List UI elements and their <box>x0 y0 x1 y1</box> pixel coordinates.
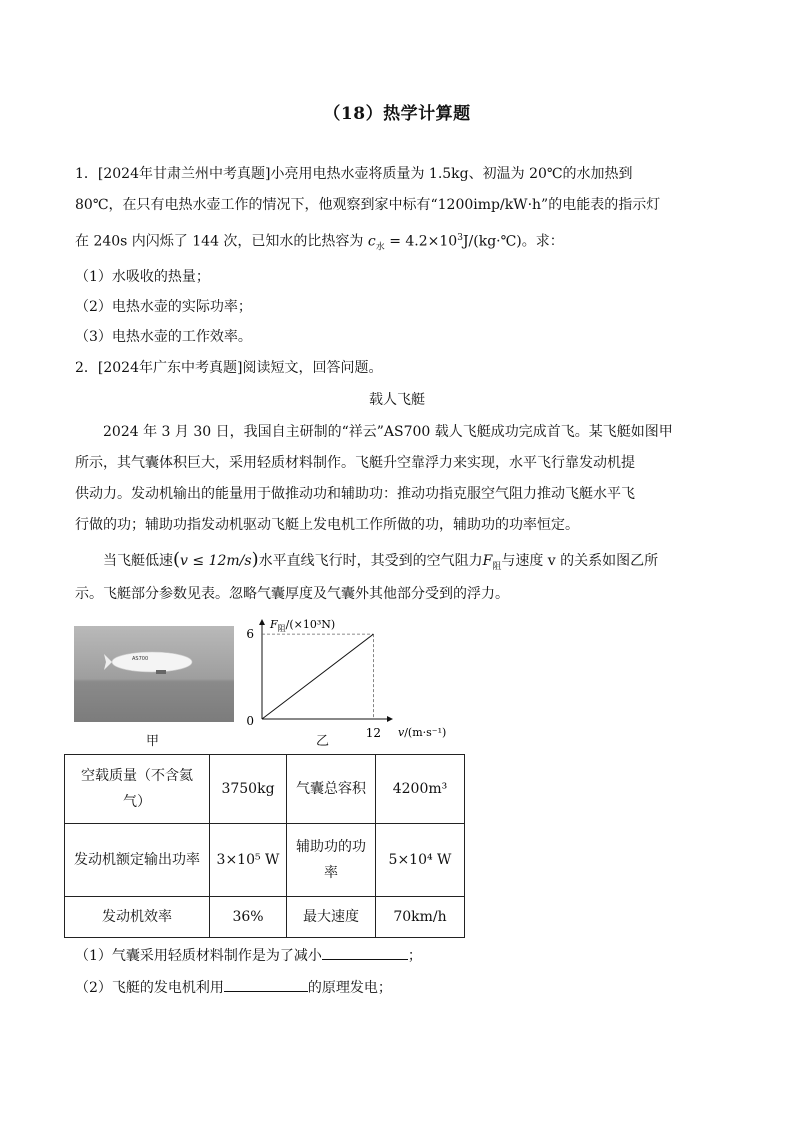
q1-line-1: 1．[2024年甘肃兰州中考真题]小亮用电热水壶将质量为 1.5kg、初温为 20℃的水加热到 <box>75 166 633 182</box>
article-p1-line-2: 所示，其气囊体积巨大，采用轻质材料制作。飞艇升空靠浮力来实现，水平飞行靠发动机提 <box>75 455 635 471</box>
answer-blank-2[interactable] <box>224 977 308 992</box>
specific-heat-unit: J/(kg·℃) <box>462 233 522 250</box>
table-cell: 辅助功的功率 <box>287 824 376 897</box>
q2-sub-2 <box>75 977 392 998</box>
article-p2-line-1 <box>103 550 658 577</box>
q1-line-3 <box>75 228 564 257</box>
article-title: 载人飞艇 <box>369 392 425 408</box>
table-cell: 3×10⁵ W <box>210 824 287 897</box>
p2-text-b: 水平直线飞行时，其受到的空气阻力 <box>258 553 483 569</box>
page-title: （18）热学计算题 <box>323 104 471 124</box>
q1-sub-3: （3）电热水壶的工作效率。 <box>75 329 252 345</box>
drag-force-symbol: F <box>482 553 493 569</box>
figure-b-caption: 乙 <box>316 734 330 749</box>
article-p1-line-1: 2024 年 3 月 30 日，我国自主研制的“祥云”AS700 载人飞艇成功完成首飞。某飞艇如图甲 <box>103 424 673 440</box>
table-cell: 70km/h <box>376 897 465 938</box>
x-axis-label: v/(m·s⁻¹) <box>398 726 447 739</box>
q2-sub-1-end: ； <box>407 948 422 964</box>
article-p2-line-2: 示。飞艇部分参数见表。忽略气囊厚度及气囊外其他部分受到的浮力。 <box>75 586 509 602</box>
table-cell: 5×10⁴ W <box>376 824 465 897</box>
p2-text-a: 当飞艇低速 <box>103 553 173 569</box>
table-cell: 最大速度 <box>287 897 376 938</box>
article-p1-line-3: 供动力。发动机输出的能量用于做推动功和辅助功：推动功指克服空气阻力推动飞艇水平飞 <box>75 486 635 502</box>
table-cell: 3750kg <box>210 755 287 824</box>
q2-sub-1 <box>75 945 422 966</box>
y-axis-label: $F_阻/(\times 10^3N)$ <box>270 618 336 633</box>
table-row <box>65 824 465 897</box>
table-row <box>65 897 465 938</box>
q1-line-2: 80℃，在只有电热水壶工作的情况下，他观察到家中标有“1200imp/kW·h”的电能表的指示灯 <box>75 197 661 213</box>
q1-sub-1: （1）水吸收的热量； <box>75 269 210 285</box>
paren-close: ) <box>251 549 259 570</box>
paren-open: ( <box>173 549 181 570</box>
q2-sub-1-text: （1）气囊采用轻质材料制作是为了减小 <box>75 948 322 964</box>
specific-heat-symbol: c <box>367 233 376 250</box>
q1-line-3-end: 。求： <box>521 233 564 250</box>
series-line <box>262 634 373 719</box>
answer-blank-1[interactable] <box>322 945 408 960</box>
airship-label: AS700 <box>132 656 149 662</box>
airship-parameters-table <box>64 754 465 938</box>
airship-icon <box>74 626 234 722</box>
table-row <box>65 755 465 824</box>
figure-a-caption: 甲 <box>146 734 160 749</box>
q2-intro: 2．[2024年广东中考真题]阅读短文，回答问题。 <box>75 360 383 376</box>
specific-heat-value: = 4.2×10 <box>384 233 458 250</box>
x-tick-label: 12 <box>365 726 382 740</box>
y-tick-label: 6 <box>246 627 254 642</box>
specific-heat-sub: 水 <box>375 242 385 253</box>
table-cell: 发动机效率 <box>65 897 210 938</box>
drag-force-sub: 阻 <box>492 561 502 572</box>
drag-speed-chart <box>240 612 460 752</box>
q1-line-3-text: 在 240s 内闪烁了 144 次，已知水的比热容为 <box>75 233 364 250</box>
table-cell: 空载质量（不含氦气） <box>65 755 210 824</box>
specific-heat-exp: 3 <box>457 233 463 243</box>
table-cell: 气囊总容积 <box>287 755 376 824</box>
q2-sub-2-end: 的原理发电； <box>307 980 392 996</box>
table-cell: 发动机额定输出功率 <box>65 824 210 897</box>
article-p1-line-4: 行做的功；辅助功指发动机驱动飞艇上发电机工作所做的功，辅助功的功率恒定。 <box>75 517 579 533</box>
q1-sub-2: （2）电热水壶的实际功率； <box>75 299 252 315</box>
p2-text-c: 与速度 v 的关系如图乙所 <box>501 553 659 569</box>
table-cell: 4200m³ <box>376 755 465 824</box>
q2-sub-2-text: （2）飞艇的发电机利用 <box>75 980 224 996</box>
origin-label: 0 <box>246 714 254 728</box>
table-cell: 36% <box>210 897 287 938</box>
airship-photo <box>74 626 234 722</box>
speed-condition: v ≤ 12m/s <box>180 553 252 569</box>
